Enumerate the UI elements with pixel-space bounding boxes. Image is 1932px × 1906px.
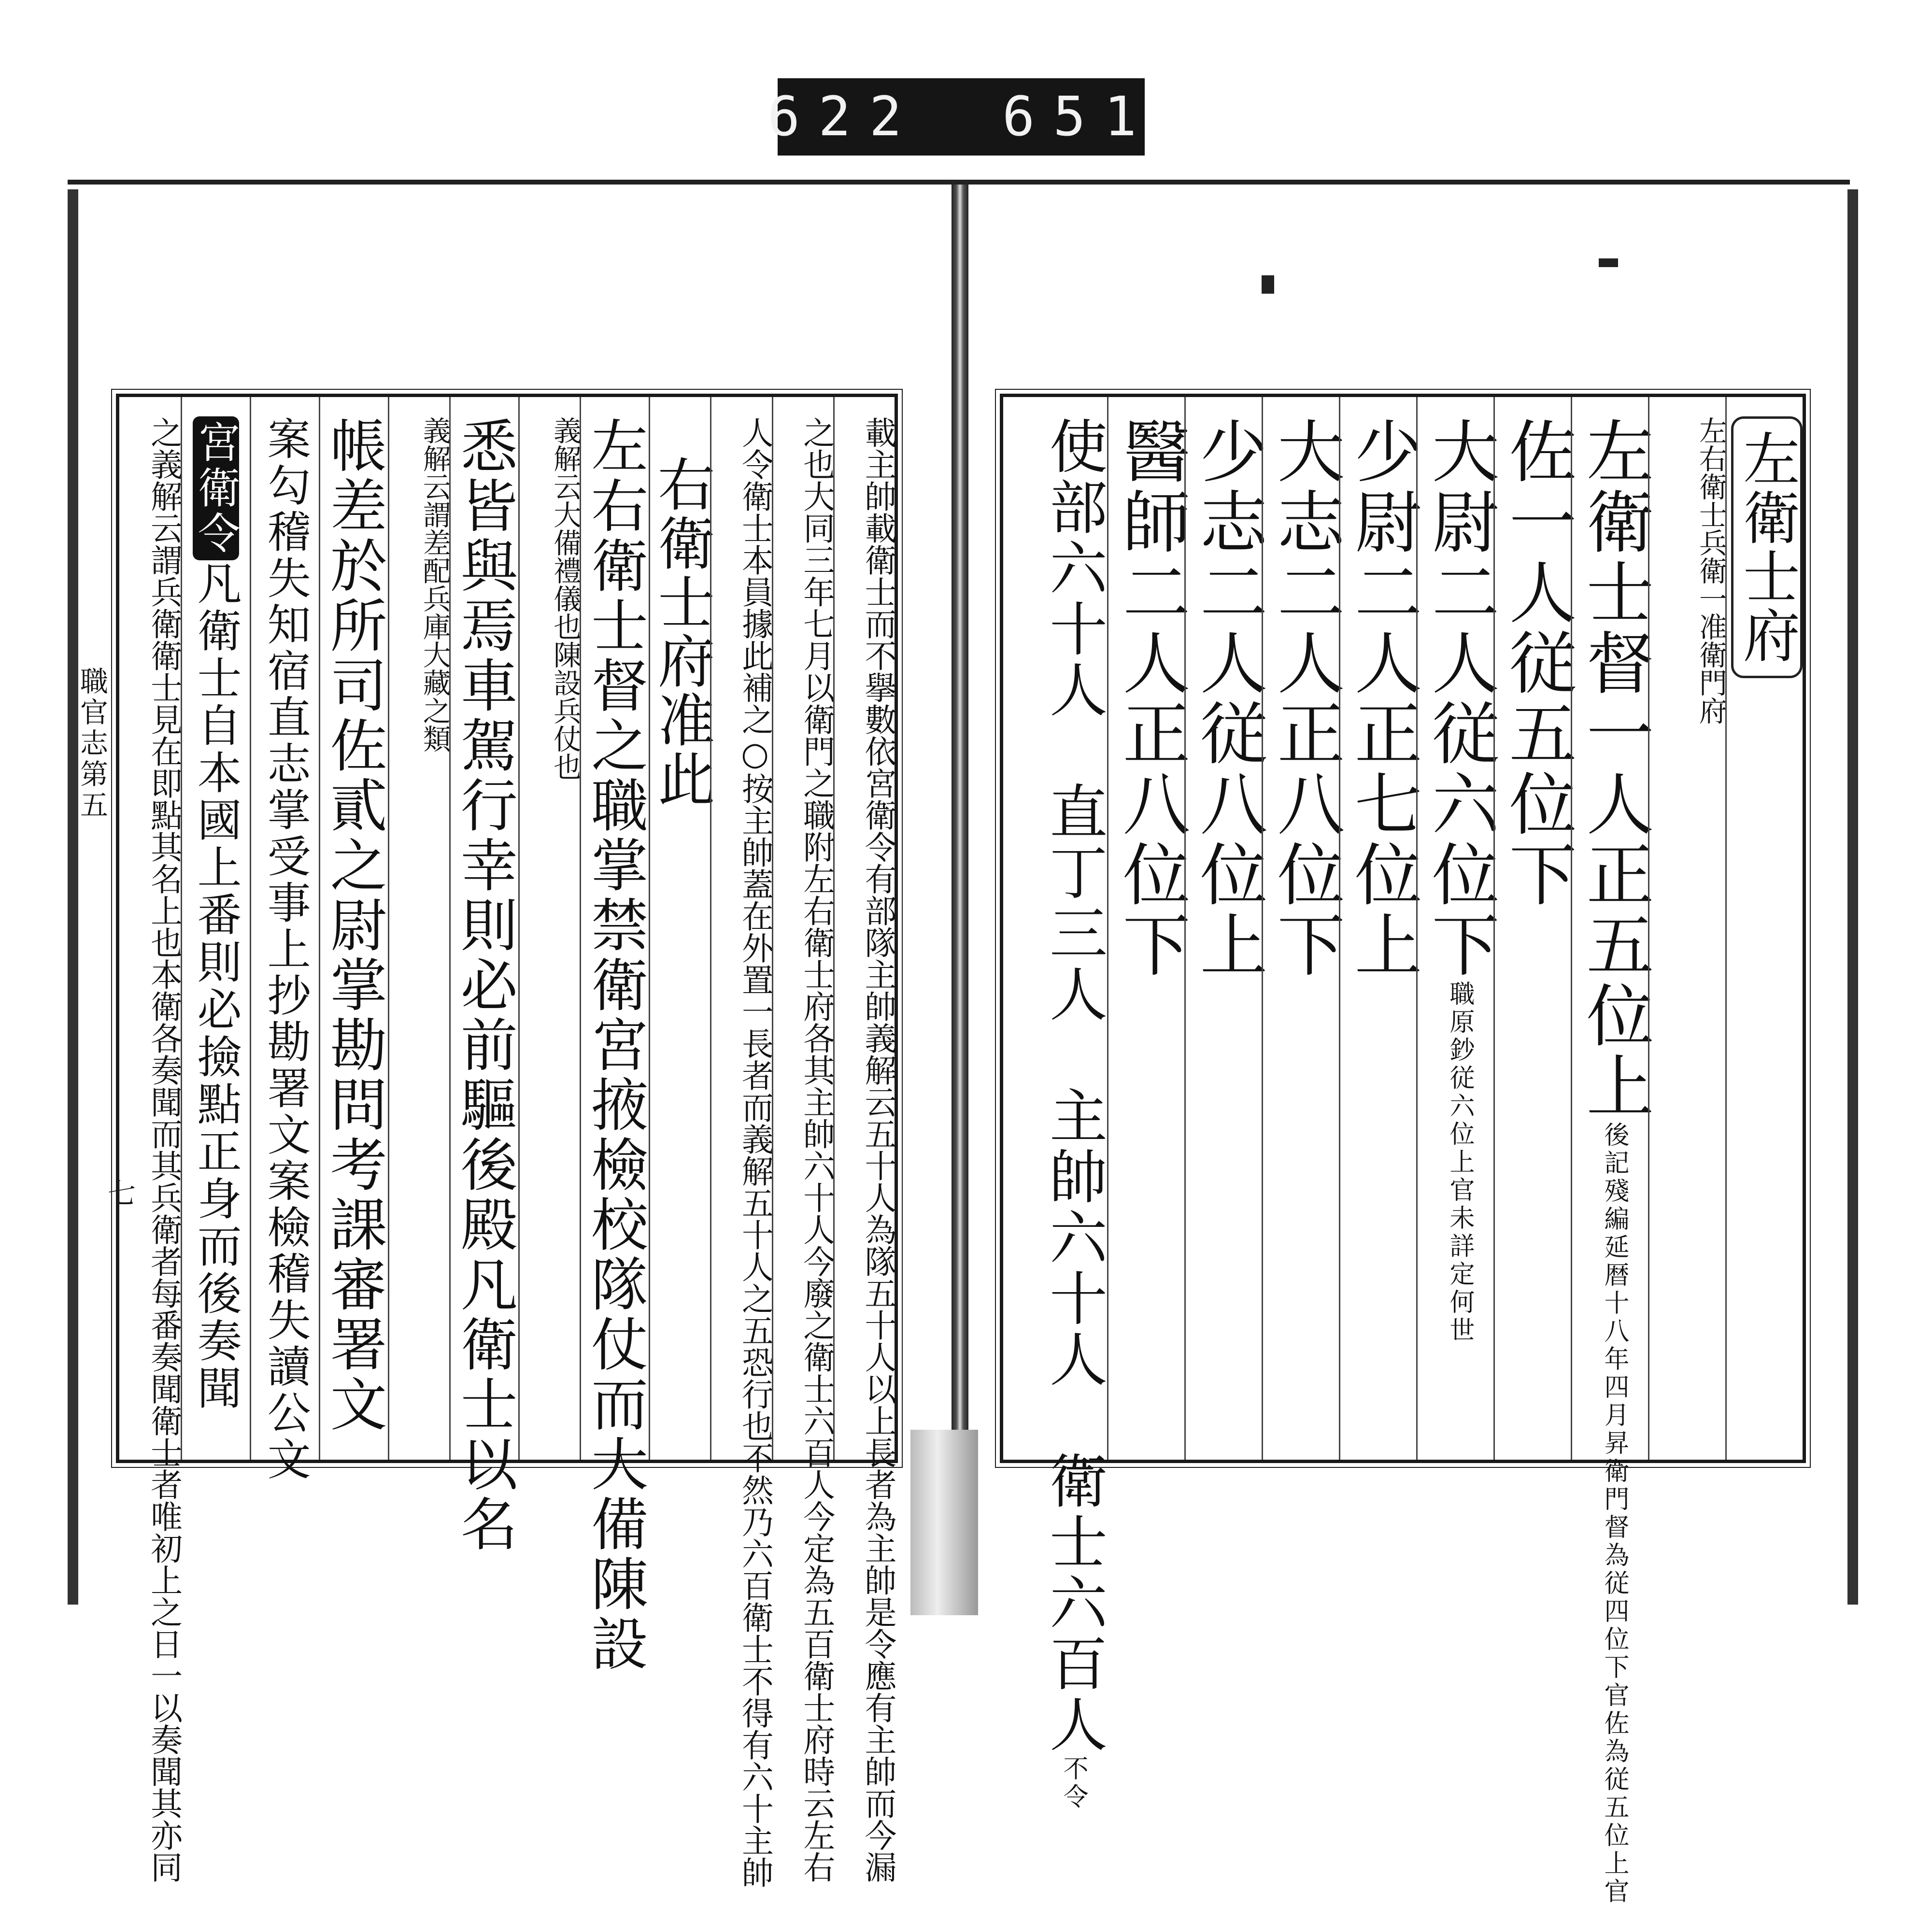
annotation: 義解云謂差配兵庫大藏之類 bbox=[418, 416, 451, 753]
text-column bbox=[1571, 397, 1654, 1906]
commentary-text: 之義解云謂兵衛衛士見在即點其名上也本衛各奏聞而其兵衛者每番奏聞衛士者唯初上之日一以奏聞其亦同 bbox=[145, 416, 183, 1883]
archive-number-right: 651 bbox=[1002, 85, 1155, 148]
office-entry: 使部六十人 直丁三人 主帥六十人 衛士六百人 bbox=[1040, 416, 1107, 1755]
main-text: 凡衛士自本國上番則必撿點正身而後奏聞 bbox=[190, 560, 242, 1412]
annotation: 左右衛士兵衛一准衛門府 bbox=[1694, 416, 1727, 725]
office-entry: 佐一人従五位下 bbox=[1498, 416, 1577, 910]
annotation: 義解云大備禮儀也陳設兵仗也 bbox=[549, 416, 582, 781]
main-text: 左右衛士督之職掌禁衛宮掖檢校隊仗而大備陳設 bbox=[582, 416, 649, 1674]
text-column bbox=[1262, 397, 1345, 1460]
right-text-frame bbox=[1000, 394, 1806, 1906]
ink-mark bbox=[1599, 258, 1618, 267]
folio-number: 七 bbox=[103, 1179, 136, 1207]
ink-mark bbox=[1262, 275, 1274, 294]
text-column bbox=[119, 397, 183, 1883]
text-column bbox=[648, 397, 715, 1460]
office-entry: 左衛士督一人正五位上 bbox=[1575, 416, 1654, 1122]
text-column bbox=[449, 397, 518, 1554]
annotation: 職原鈔従六位上官未詳定何世 bbox=[1445, 981, 1474, 1345]
text-column bbox=[1030, 397, 1107, 1811]
text-column bbox=[1648, 397, 1725, 1460]
section-heading-column bbox=[1725, 397, 1803, 1460]
section-heading: 左衛士府 bbox=[1731, 416, 1803, 678]
main-text: 案勾稽失知宿直志掌受事上抄勘署文案檢稽失讀公文 bbox=[259, 416, 311, 1483]
text-column bbox=[250, 397, 319, 1483]
text-column bbox=[1493, 397, 1577, 1460]
office-entry: 少尉二人正七位上 bbox=[1343, 416, 1422, 981]
text-column bbox=[833, 397, 896, 1883]
subheading-text: 右衛士府准此 bbox=[648, 455, 715, 809]
main-text: 悉皆與焉車駕行幸則必前驅後殿凡衛士以名 bbox=[451, 416, 518, 1554]
annotation: 後記殘編延暦十八年四月昇衛門督為従四位下官佐為従五位上官 bbox=[1600, 1122, 1629, 1906]
archive-label bbox=[767, 78, 1155, 156]
annotation: 不令 bbox=[1059, 1755, 1088, 1811]
office-entry: 大尉二人従六位下 bbox=[1421, 416, 1499, 981]
office-entry: 醫師二人正八位下 bbox=[1111, 416, 1190, 981]
commentary-text: 人令衛士本員據此補之○按主帥蓋在外置一長者而義解五十人之五恐行也不然乃六百衛士不得有六十主帥 bbox=[736, 416, 774, 1888]
text-column bbox=[388, 397, 449, 1460]
binding-ribbon bbox=[910, 1430, 978, 1615]
commentary-text: 之也大同三年七月以衛門之職附左右衛士府各其主帥六十人今廢之衛士六百人今定為五百衛士府時云左右 bbox=[797, 416, 835, 1883]
text-column bbox=[772, 397, 835, 1883]
archive-number-left: 622 bbox=[767, 85, 920, 148]
text-column bbox=[181, 397, 250, 1460]
left-text-frame bbox=[116, 394, 898, 1888]
main-text: 帳差於所司佐貳之尉掌勘問考課審署文 bbox=[320, 416, 387, 1435]
margin-title: 職官志第五 bbox=[75, 667, 108, 821]
text-column bbox=[1184, 397, 1267, 1460]
text-column bbox=[710, 397, 774, 1888]
book-gutter bbox=[952, 185, 968, 1605]
office-entry: 少志二人従八位上 bbox=[1189, 416, 1267, 981]
text-column bbox=[1107, 397, 1190, 1460]
text-column bbox=[518, 397, 580, 1460]
commentary-text: 載主帥載衛士而不擧數依宮衛令有部隊主帥義解云五十人為隊五十人以上長者為主帥是令應有主帥而今漏 bbox=[859, 416, 896, 1883]
office-entry: 大志二人正八位下 bbox=[1266, 416, 1345, 981]
text-column bbox=[1339, 397, 1422, 1460]
text-column bbox=[580, 397, 649, 1674]
text-column bbox=[319, 397, 388, 1460]
text-column bbox=[1416, 397, 1499, 1460]
ordinance-badge: 宮衛令 bbox=[193, 416, 239, 560]
